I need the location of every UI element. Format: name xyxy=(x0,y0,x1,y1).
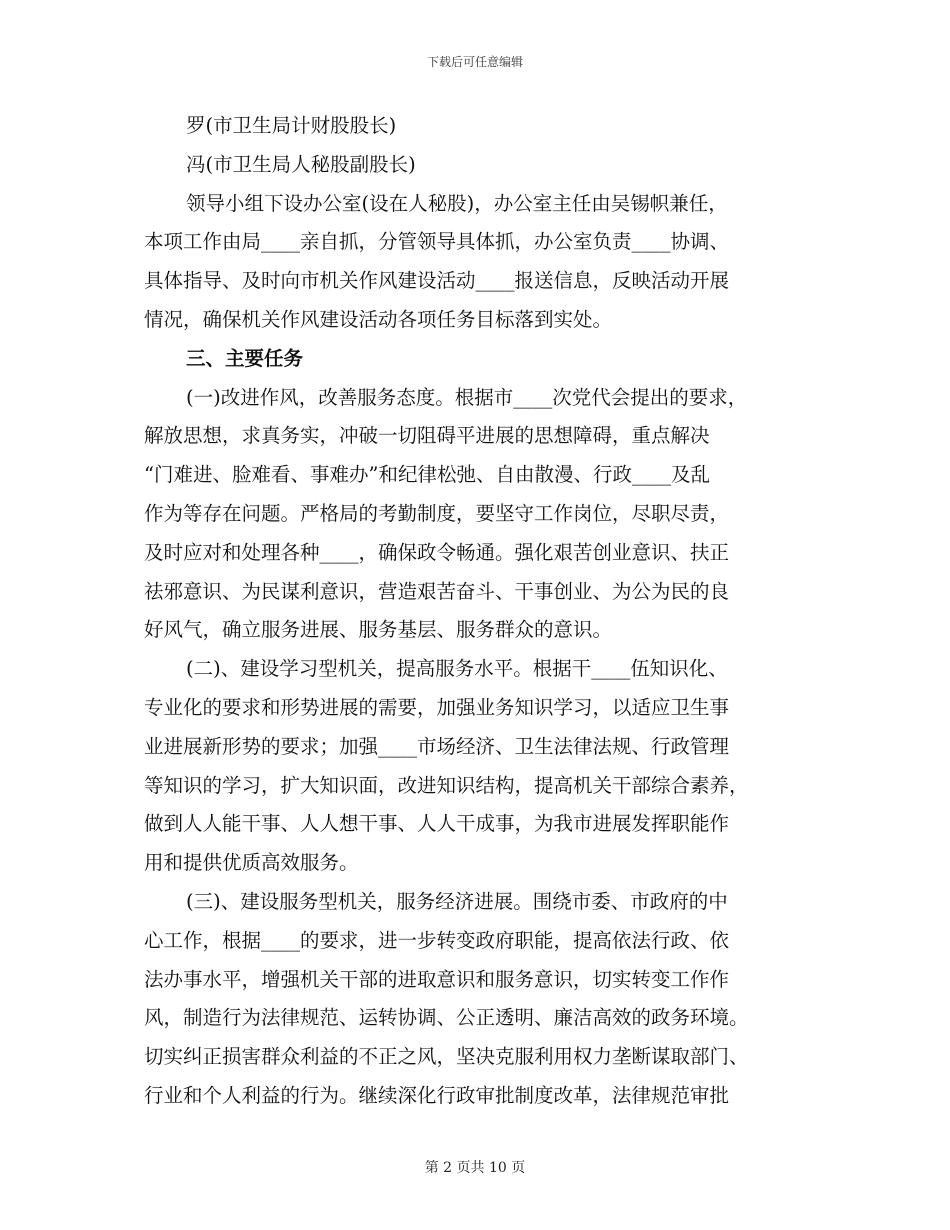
text-line: 冯(市卫生局人秘股副股长) xyxy=(186,152,416,176)
text-line: 情况，确保机关作风建设活动各项任务目标落到实处。 xyxy=(144,307,613,331)
text-line: 切实纠正损害群众利益的不正之风，坚决克服利用权力垄断谋取部门、 xyxy=(144,1045,749,1069)
page-footer: 第 2 页共 10 页 xyxy=(424,1160,526,1176)
text-line: (二)、建设学习型机关，提高服务水平。根据干____伍知识化、 xyxy=(186,657,728,681)
text-line: (三)、建设服务型机关，服务经济进展。围绕市委、市政府的中 xyxy=(186,889,728,913)
text-line: 具体指导、及时向市机关作风建设活动____报送信息，反映活动开展 xyxy=(144,269,730,293)
text-line: 解放思想，求真务实，冲破一切阻碍平进展的思想障碍，重点解决 xyxy=(144,424,710,448)
document-body xyxy=(144,107,804,1116)
text-line: 罗(市卫生局计财股股长) xyxy=(186,114,397,137)
text-line: (一)改进作风，改善服务态度。根据市____次党代会提出的要求， xyxy=(186,385,748,409)
text-line: 作为等存在问题。严格局的考勤制度，要坚守工作岗位，尽职尽责， xyxy=(144,501,730,525)
text-line: 风，制造行为法律规范、运转协调、公正透明、廉洁高效的政务环境。 xyxy=(144,1006,749,1030)
text-line: 法办事水平，增强机关干部的进取意识和服务意识，切实转变工作作 xyxy=(144,967,730,991)
text-line: 及时应对和处理各种____，确保政令畅通。强化艰苦创业意识、扶正 xyxy=(144,540,730,564)
page-header: 下载后可任意编辑 xyxy=(426,55,523,69)
text-line: “门难进、脸难看、事难办”和纪律松弛、自由散漫、行政____及乱 xyxy=(144,463,710,487)
text-line: 等知识的学习，扩大知识面，改进知识结构，提高机关干部综合素养， xyxy=(144,773,749,797)
text-line: 祛邪意识、为民谋利意识，营造艰苦奋斗、干事创业、为公为民的良 xyxy=(144,579,730,603)
text-line: 专业化的要求和形势进展的需要，加强业务知识学习，以适应卫生事 xyxy=(144,695,730,719)
text-line: 做到人人能干事、人人想干事、人人干成事，为我市进展发挥职能作 xyxy=(144,812,730,836)
text-line: 用和提供优质高效服务。 xyxy=(144,851,359,875)
text-line: 领导小组下设办公室(设在人秘股)，办公室主任由吴锡帜兼任， xyxy=(186,191,728,215)
text-line: 行业和个人利益的行为。继续深化行政审批制度改革，法律规范审批 xyxy=(144,1083,730,1107)
text-line: 业进展新形势的要求；加强____市场经济、卫生法律法规、行政管理 xyxy=(144,734,730,758)
text-line: 本项工作由局____亲自抓，分管领导具体抓，办公室负责____协调、 xyxy=(144,230,730,254)
section-heading: 三、主要任务 xyxy=(186,346,304,370)
text-line: 好风气，确立服务进展、服务基层、服务群众的意识。 xyxy=(144,618,613,642)
text-line: 心工作，根据____的要求，进一步转变政府职能，提高依法行政、依 xyxy=(144,928,730,952)
